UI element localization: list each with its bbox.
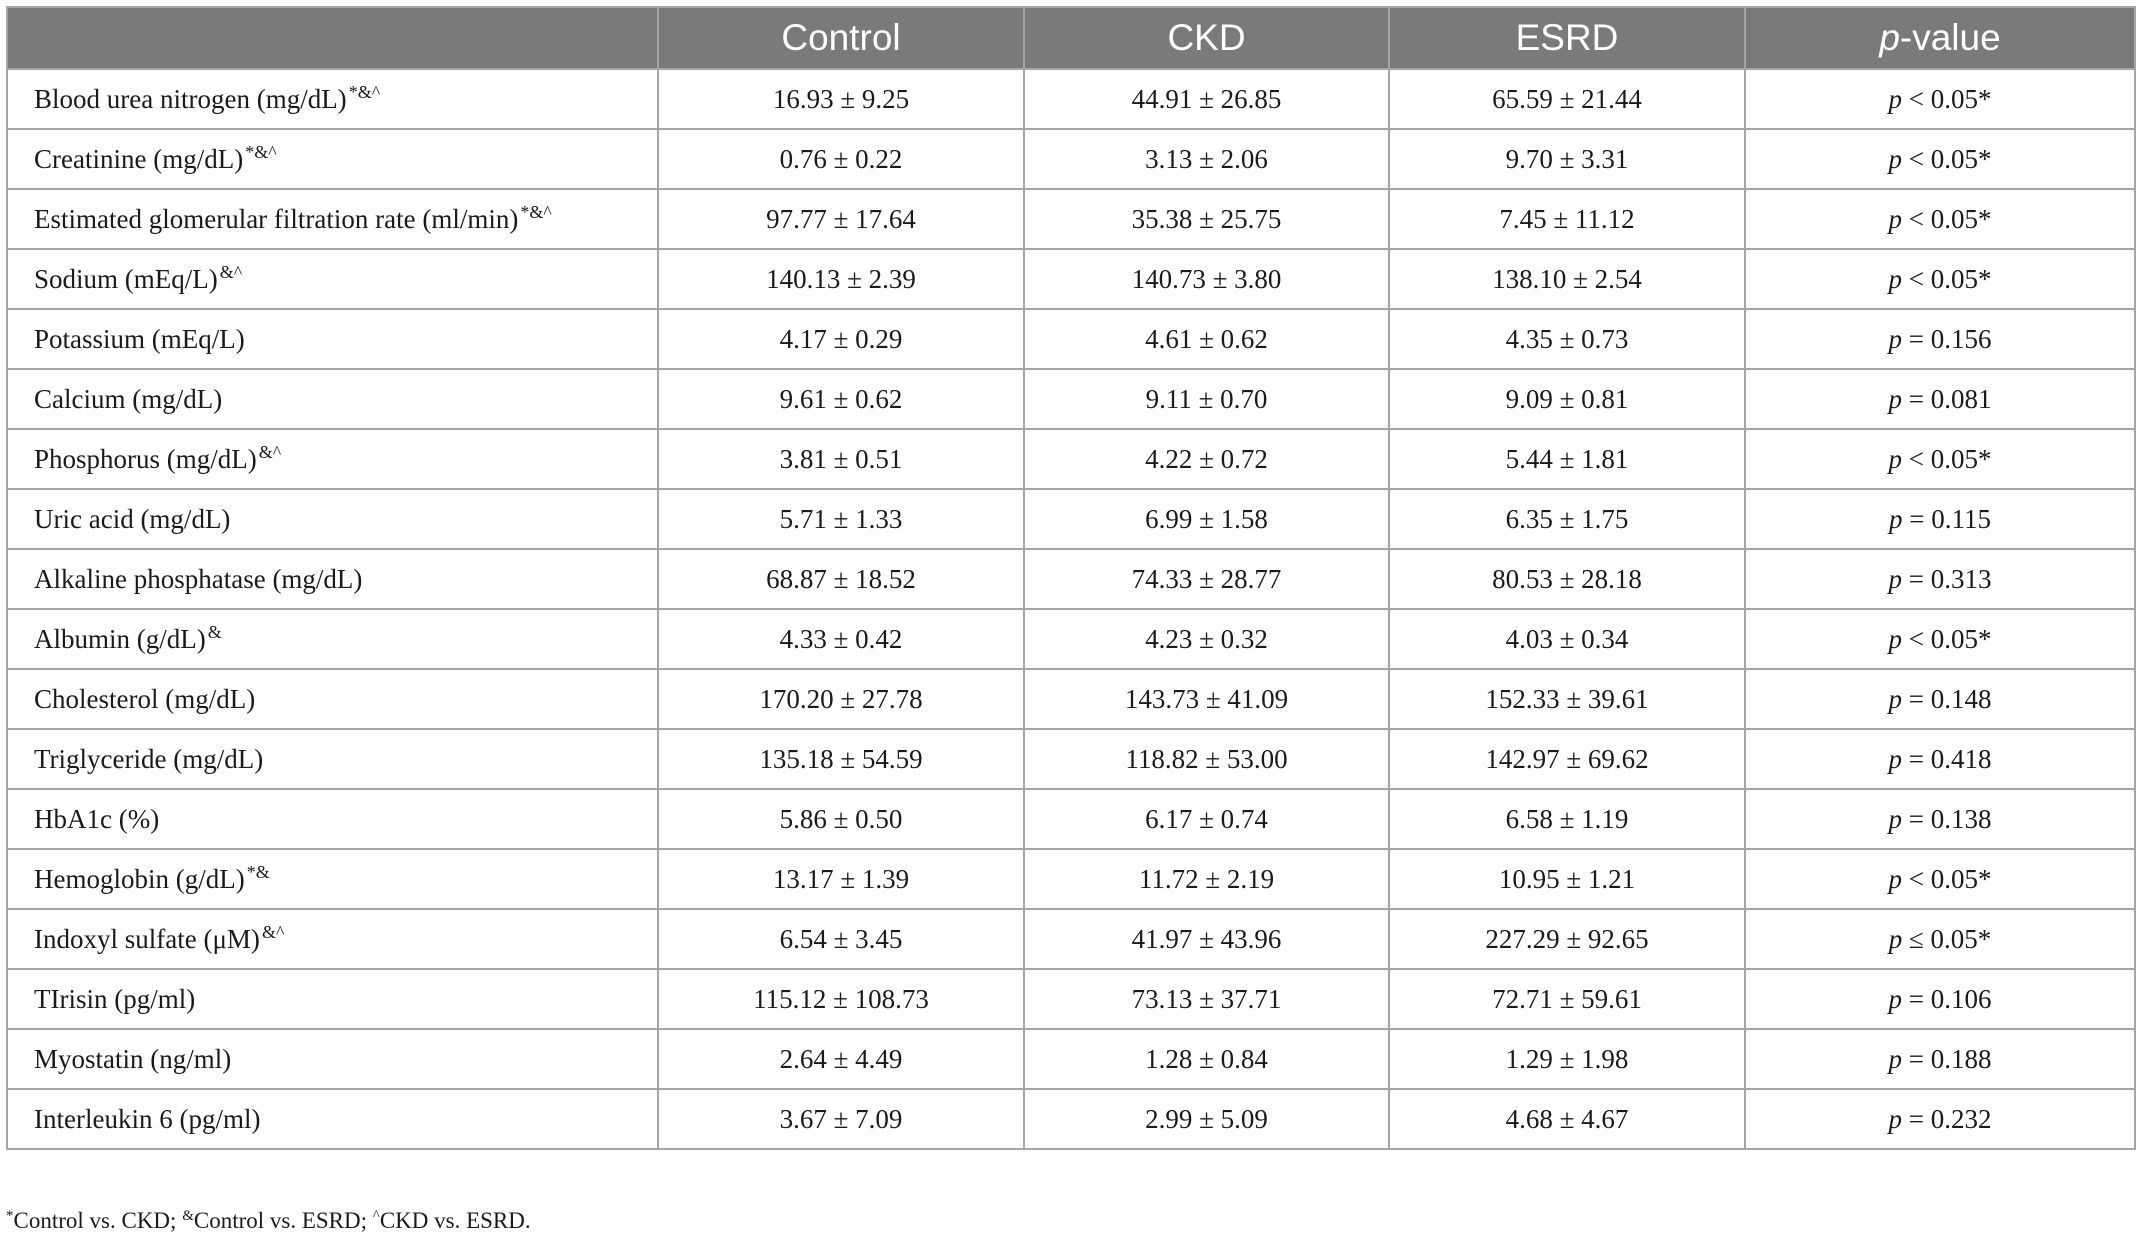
parameter-cell: [7, 909, 658, 969]
esrd-value-cell: 5.44 ± 1.81: [1389, 429, 1745, 489]
p-symbol: p: [1888, 263, 1902, 294]
ckd-value-cell: 9.11 ± 0.70: [1024, 369, 1389, 429]
table-row: [7, 609, 2135, 669]
p-value-cell: [1745, 429, 2135, 489]
table-row: [7, 1089, 2135, 1149]
p-value-text: < 0.05*: [1902, 143, 1992, 174]
parameter-label: Blood urea nitrogen (mg/dL): [34, 83, 347, 114]
p-value-text: < 0.05*: [1902, 863, 1992, 894]
control-value-cell: 13.17 ± 1.39: [658, 849, 1024, 909]
p-value-cell: [1745, 729, 2135, 789]
esrd-value-cell: 1.29 ± 1.98: [1389, 1029, 1745, 1089]
control-value-cell: 170.20 ± 27.78: [658, 669, 1024, 729]
esrd-value-cell: 4.68 ± 4.67: [1389, 1089, 1745, 1149]
parameter-cell: [7, 969, 658, 1029]
control-value-cell: 68.87 ± 18.52: [658, 549, 1024, 609]
parameter-label: Interleukin 6 (pg/ml): [34, 1103, 261, 1134]
ckd-value-cell: 118.82 ± 53.00: [1024, 729, 1389, 789]
p-symbol: p: [1888, 143, 1902, 174]
control-value-cell: 4.33 ± 0.42: [658, 609, 1024, 669]
parameter-label: Indoxyl sulfate (μM): [34, 923, 260, 954]
parameter-label: Uric acid (mg/dL): [34, 503, 231, 534]
p-value-cell: [1745, 1029, 2135, 1089]
control-value-cell: 3.81 ± 0.51: [658, 429, 1024, 489]
footnote-text-3: CKD vs. ESRD.: [379, 1208, 531, 1233]
p-value-text: = 0.148: [1902, 683, 1992, 714]
table-header: [7, 7, 2135, 69]
table-row: [7, 849, 2135, 909]
p-value-text: = 0.081: [1902, 383, 1992, 414]
parameter-label: Albumin (g/dL): [34, 623, 206, 654]
p-value-text: = 0.156: [1902, 323, 1992, 354]
p-value-text: < 0.05*: [1902, 83, 1992, 114]
ckd-value-cell: 4.22 ± 0.72: [1024, 429, 1389, 489]
parameter-label: HbA1c (%): [34, 803, 160, 834]
esrd-value-cell: 152.33 ± 39.61: [1389, 669, 1745, 729]
p-value-cell: [1745, 309, 2135, 369]
p-value-cell: [1745, 249, 2135, 309]
lab-values-table: [6, 6, 2136, 1150]
parameter-cell: [7, 1089, 658, 1149]
table-row: [7, 549, 2135, 609]
p-symbol: p: [1888, 623, 1902, 654]
p-symbol: p: [1888, 83, 1902, 114]
control-value-cell: 9.61 ± 0.62: [658, 369, 1024, 429]
footnote-marker-amp: &: [182, 1208, 194, 1224]
p-value-text: = 0.313: [1902, 563, 1992, 594]
p-value-text: < 0.05*: [1902, 263, 1992, 294]
p-value-text: = 0.188: [1902, 1043, 1992, 1074]
p-value-cell: [1745, 849, 2135, 909]
header-p-suffix: -value: [1899, 17, 2001, 58]
ckd-value-cell: 44.91 ± 26.85: [1024, 69, 1389, 129]
esrd-value-cell: 4.03 ± 0.34: [1389, 609, 1745, 669]
parameter-cell: [7, 669, 658, 729]
p-symbol: p: [1888, 923, 1903, 954]
p-symbol: p: [1888, 683, 1902, 714]
p-symbol: p: [1888, 863, 1902, 894]
parameter-label: Calcium (mg/dL): [34, 383, 223, 414]
lab-values-table-container: [6, 6, 2134, 1150]
parameter-label: Cholesterol (mg/dL): [34, 683, 256, 714]
significance-markers: *&^: [348, 81, 381, 102]
p-symbol: p: [1888, 203, 1902, 234]
p-value-text: = 0.115: [1902, 503, 1991, 534]
footnote-marker-caret: ^: [372, 1208, 380, 1224]
table-row: [7, 189, 2135, 249]
ckd-value-cell: 6.17 ± 0.74: [1024, 789, 1389, 849]
parameter-cell: [7, 249, 658, 309]
control-value-cell: 3.67 ± 7.09: [658, 1089, 1024, 1149]
control-value-cell: 5.86 ± 0.50: [658, 789, 1024, 849]
table-row: [7, 129, 2135, 189]
significance-markers: *&: [246, 861, 270, 882]
parameter-label: Triglyceride (mg/dL): [34, 743, 264, 774]
table-row: [7, 369, 2135, 429]
table-row: [7, 669, 2135, 729]
p-value-text: < 0.05*: [1902, 443, 1992, 474]
control-value-cell: 97.77 ± 17.64: [658, 189, 1024, 249]
table-footnote: [6, 1208, 531, 1234]
ckd-value-cell: 35.38 ± 25.75: [1024, 189, 1389, 249]
esrd-value-cell: 6.35 ± 1.75: [1389, 489, 1745, 549]
ckd-value-cell: 73.13 ± 37.71: [1024, 969, 1389, 1029]
p-value-text: < 0.05*: [1902, 623, 1992, 654]
ckd-value-cell: 143.73 ± 41.09: [1024, 669, 1389, 729]
parameter-label: TIrisin (pg/ml): [34, 983, 196, 1014]
parameter-label: Estimated glomerular filtration rate (ml/min): [34, 203, 519, 234]
ckd-value-cell: 6.99 ± 1.58: [1024, 489, 1389, 549]
p-symbol: p: [1888, 443, 1902, 474]
parameter-cell: [7, 489, 658, 549]
significance-markers: &: [207, 621, 222, 642]
parameter-cell: [7, 69, 658, 129]
p-value-text: = 0.138: [1902, 803, 1992, 834]
parameter-cell: [7, 729, 658, 789]
control-value-cell: 115.12 ± 108.73: [658, 969, 1024, 1029]
control-value-cell: 4.17 ± 0.29: [658, 309, 1024, 369]
significance-markers: &^: [219, 261, 243, 282]
table-row: [7, 249, 2135, 309]
ckd-value-cell: 74.33 ± 28.77: [1024, 549, 1389, 609]
parameter-cell: [7, 549, 658, 609]
p-symbol: p: [1888, 743, 1902, 774]
esrd-value-cell: 65.59 ± 21.44: [1389, 69, 1745, 129]
table-row: [7, 1029, 2135, 1089]
p-symbol: p: [1889, 503, 1903, 534]
p-value-text: = 0.106: [1902, 983, 1992, 1014]
ckd-value-cell: 4.61 ± 0.62: [1024, 309, 1389, 369]
parameter-label: Sodium (mEq/L): [34, 263, 218, 294]
ckd-value-cell: 2.99 ± 5.09: [1024, 1089, 1389, 1149]
parameter-cell: [7, 309, 658, 369]
parameter-cell: [7, 1029, 658, 1089]
esrd-value-cell: 6.58 ± 1.19: [1389, 789, 1745, 849]
p-value-cell: [1745, 189, 2135, 249]
parameter-cell: [7, 609, 658, 669]
control-value-cell: 6.54 ± 3.45: [658, 909, 1024, 969]
esrd-value-cell: 227.29 ± 92.65: [1389, 909, 1745, 969]
ckd-value-cell: 41.97 ± 43.96: [1024, 909, 1389, 969]
footnote-text-2: Control vs. ESRD;: [193, 1208, 373, 1233]
header-ckd: CKD: [1024, 7, 1389, 69]
p-value-text: < 0.05*: [1902, 203, 1992, 234]
table-row: [7, 969, 2135, 1029]
header-p-value: [1745, 7, 2135, 69]
table-row: [7, 69, 2135, 129]
p-symbol: p: [1888, 383, 1902, 414]
p-value-cell: [1745, 609, 2135, 669]
table-row: [7, 789, 2135, 849]
table-row: [7, 729, 2135, 789]
parameter-label: Potassium (mEq/L): [34, 323, 245, 354]
p-value-cell: [1745, 969, 2135, 1029]
header-control: Control: [658, 7, 1024, 69]
p-symbol: p: [1888, 1043, 1902, 1074]
esrd-value-cell: 4.35 ± 0.73: [1389, 309, 1745, 369]
parameter-label: Alkaline phosphatase (mg/dL): [34, 563, 363, 594]
parameter-cell: [7, 189, 658, 249]
control-value-cell: 5.71 ± 1.33: [658, 489, 1024, 549]
ckd-value-cell: 4.23 ± 0.32: [1024, 609, 1389, 669]
parameter-label: Myostatin (ng/ml): [34, 1043, 232, 1074]
p-symbol: p: [1888, 803, 1902, 834]
control-value-cell: 2.64 ± 4.49: [658, 1029, 1024, 1089]
parameter-label: Phosphorus (mg/dL): [34, 443, 257, 474]
p-value-cell: [1745, 549, 2135, 609]
control-value-cell: 0.76 ± 0.22: [658, 129, 1024, 189]
p-value-cell: [1745, 669, 2135, 729]
p-symbol: p: [1888, 323, 1902, 354]
esrd-value-cell: 10.95 ± 1.21: [1389, 849, 1745, 909]
control-value-cell: 135.18 ± 54.59: [658, 729, 1024, 789]
p-symbol: p: [1888, 983, 1902, 1014]
p-value-text: = 0.418: [1902, 743, 1992, 774]
footnote-text-1: Control vs. CKD;: [13, 1208, 183, 1233]
parameter-cell: [7, 429, 658, 489]
parameter-label: Hemoglobin (g/dL): [34, 863, 245, 894]
table-row: [7, 489, 2135, 549]
header-parameter: [7, 7, 658, 69]
ckd-value-cell: 140.73 ± 3.80: [1024, 249, 1389, 309]
p-symbol: p: [1888, 563, 1902, 594]
esrd-value-cell: 72.71 ± 59.61: [1389, 969, 1745, 1029]
p-value-text: ≤ 0.05*: [1902, 923, 1992, 954]
ckd-value-cell: 1.28 ± 0.84: [1024, 1029, 1389, 1089]
p-value-cell: [1745, 1089, 2135, 1149]
p-value-text: = 0.232: [1902, 1103, 1992, 1134]
p-value-cell: [1745, 789, 2135, 849]
header-esrd: ESRD: [1389, 7, 1745, 69]
parameter-label: Creatinine (mg/dL): [34, 143, 244, 174]
parameter-cell: [7, 129, 658, 189]
header-p-symbol: p: [1879, 17, 1900, 58]
p-value-cell: [1745, 129, 2135, 189]
esrd-value-cell: 9.09 ± 0.81: [1389, 369, 1745, 429]
esrd-value-cell: 80.53 ± 28.18: [1389, 549, 1745, 609]
footnote-marker-star: *: [6, 1208, 14, 1224]
parameter-cell: [7, 849, 658, 909]
control-value-cell: 140.13 ± 2.39: [658, 249, 1024, 309]
parameter-cell: [7, 789, 658, 849]
header-row: [7, 7, 2135, 69]
p-value-cell: [1745, 489, 2135, 549]
p-value-cell: [1745, 369, 2135, 429]
ckd-value-cell: 11.72 ± 2.19: [1024, 849, 1389, 909]
table-row: [7, 909, 2135, 969]
significance-markers: &^: [261, 921, 285, 942]
p-value-cell: [1745, 69, 2135, 129]
table-row: [7, 309, 2135, 369]
significance-markers: *&^: [245, 141, 277, 162]
esrd-value-cell: 138.10 ± 2.54: [1389, 249, 1745, 309]
significance-markers: &^: [258, 441, 282, 462]
esrd-value-cell: 142.97 ± 69.62: [1389, 729, 1745, 789]
control-value-cell: 16.93 ± 9.25: [658, 69, 1024, 129]
p-value-cell: [1745, 909, 2135, 969]
parameter-cell: [7, 369, 658, 429]
table-row: [7, 429, 2135, 489]
esrd-value-cell: 7.45 ± 11.12: [1389, 189, 1745, 249]
p-symbol: p: [1888, 1103, 1902, 1134]
significance-markers: *&^: [520, 201, 552, 222]
esrd-value-cell: 9.70 ± 3.31: [1389, 129, 1745, 189]
ckd-value-cell: 3.13 ± 2.06: [1024, 129, 1389, 189]
table-body: [7, 69, 2135, 1149]
